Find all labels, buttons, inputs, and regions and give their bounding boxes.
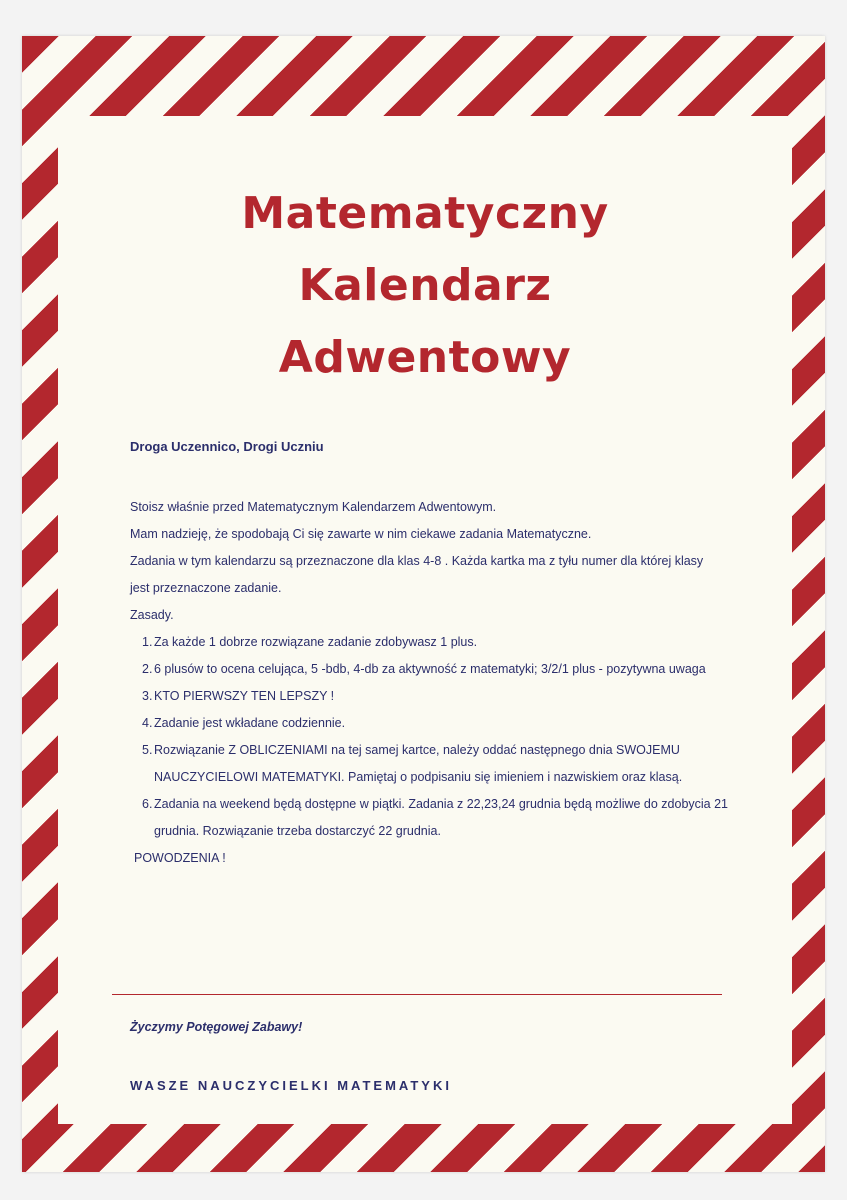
rule-number: 6. xyxy=(142,797,153,811)
rule-item xyxy=(130,791,770,845)
rules-list xyxy=(130,629,770,845)
rule-item xyxy=(130,629,770,656)
rule-text: Za każde 1 dobrze rozwiązane zadanie zdobywasz 1 plus. xyxy=(154,635,478,649)
rule-number: 2. xyxy=(142,662,153,676)
letter-body xyxy=(130,494,770,872)
rule-number: 1. xyxy=(142,635,153,649)
page-title xyxy=(58,178,792,394)
title-line: Adwentowy xyxy=(278,332,572,383)
rule-text: Rozwiązanie Z OBLICZENIAMI na tej samej kartce, należy oddać następnego dnia SWOJEMU NAUCZYCIELOWI MATEMATYKI. Pamiętaj o podpisaniu się imieniem i nazwiskiem oraz klasą. xyxy=(154,743,683,784)
title-line: Kalendarz xyxy=(298,260,552,311)
greeting: Droga Uczennico, Drogi Uczniu xyxy=(130,439,324,454)
rule-text: KTO PIERWSZY TEN LEPSZY ! xyxy=(154,689,335,703)
rule-text: Zadanie jest wkładane codziennie. xyxy=(154,716,346,730)
rule-item xyxy=(130,683,770,710)
rule-text: Zadania na weekend będą dostępne w piątki. Zadania z 22,23,24 grudnia będą możliwe do zdobycia 21 grudnia. Rozwiązanie trzeba dostarczyć 22 grudnia. xyxy=(154,797,729,838)
intro-line: Zadania w tym kalendarzu są przeznaczone dla klas 4-8 . Każda kartka ma z tyłu numer dla której klasy xyxy=(130,554,704,568)
rule-item xyxy=(130,737,770,791)
rule-item xyxy=(130,656,770,683)
intro-line: Zasady. xyxy=(130,608,174,622)
closing-text: POWODZENIA ! xyxy=(134,851,226,865)
intro-line: Stoisz właśnie przed Matematycznym Kalendarzem Adwentowym. xyxy=(130,500,497,514)
rule-number: 5. xyxy=(142,743,153,757)
intro-line: jest przeznaczone zadanie. xyxy=(130,581,282,595)
divider-line xyxy=(112,994,722,995)
intro-line: Mam nadzieję, że spodobają Ci się zawarte w nim ciekawe zadania Matematyczne. xyxy=(130,527,592,541)
rule-item xyxy=(130,710,770,737)
title-line: Matematyczny xyxy=(241,188,609,239)
signature: WASZE NAUCZYCIELKI MATEMATYKI xyxy=(130,1078,452,1093)
rule-number: 3. xyxy=(142,689,153,703)
page-content xyxy=(58,116,792,1124)
rule-text: 6 plusów to ocena celująca, 5 -bdb, 4-db za aktywność z matematyki; 3/2/1 plus - pozytywna uwaga xyxy=(154,662,706,676)
wish-text: Życzymy Potęgowej Zabawy! xyxy=(130,1020,303,1034)
rule-number: 4. xyxy=(142,716,153,730)
striped-border xyxy=(22,36,825,1172)
